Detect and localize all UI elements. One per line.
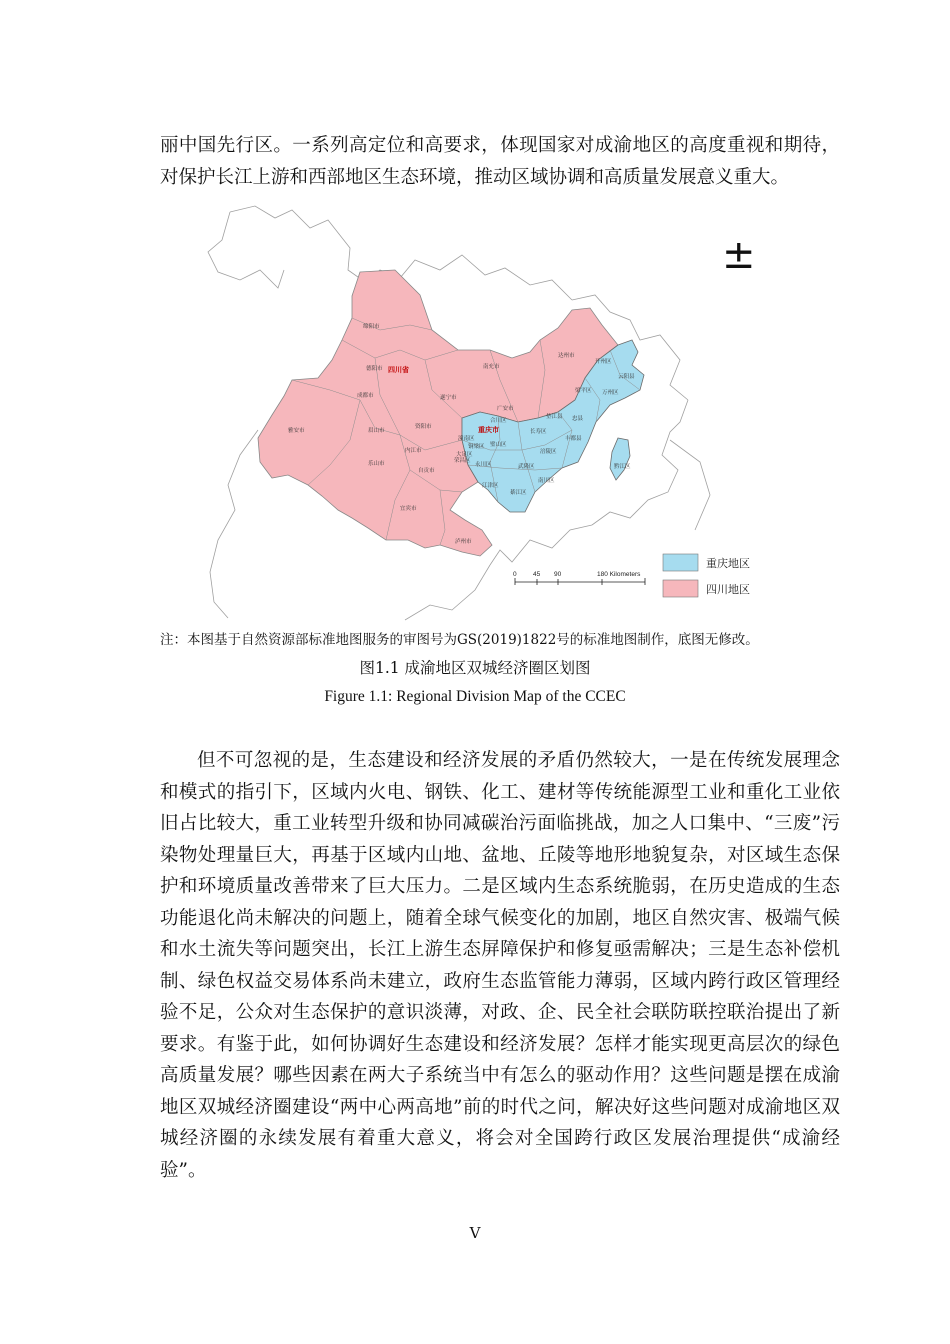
svg-text:长寿区: 长寿区 [530, 429, 547, 435]
svg-text:铜梁区: 铜梁区 [468, 444, 485, 450]
svg-text:眉山市: 眉山市 [368, 428, 385, 434]
svg-text:广安市: 广安市 [497, 406, 514, 412]
svg-text:绵阳市: 绵阳市 [363, 324, 380, 330]
figure-caption-cn: 图1.1 成渝地区双城经济圈区划图 [359, 659, 591, 677]
svg-text:四川省: 四川省 [388, 366, 409, 374]
svg-text:自贡市: 自贡市 [418, 468, 435, 474]
svg-text:内江市: 内江市 [405, 448, 422, 454]
scale-tick-0: 0 [513, 571, 517, 578]
svg-text:资阳市: 资阳市 [415, 424, 432, 430]
map-legend [663, 554, 750, 597]
chongqing-qianjiang [610, 438, 630, 480]
svg-text:开州区: 开州区 [595, 359, 612, 365]
svg-text:璧山区: 璧山区 [490, 442, 507, 448]
paragraph-body: 但不可忽视的是，生态建设和经济发展的矛盾仍然较大，一是在传统发展理念和模式的指引下，区域内火电、钢铁、化工、建材等传统能源型工业和重化工业依旧占比较大，重工业转型升级和协同减碳治污面临挑战，加之人口集中、“三废”污染物处理量巨大，再基于区域内山地、盆地、丘陵等地形地貌复杂，对区域生态保护和环境质量改善带来了巨大压力。二是区域内生态系统脆弱，在历史造成的生态功能退化尚未解决的问题上，随着全球气候变化的加剧，地区自然灾害、极端气候和水土流失等问题突出，长江上游生态屏障保护和修复亟需解决；三是生态补偿机制、绿色权益交易体系尚未建立，政府生态监管能力薄弱，区域内跨行政区管理经验不足，公众对生态保护的意识淡薄，对政、企、民全社会联防联控联治提出了新要求。有鉴于此，如何协调好生态建设和经济发展？怎样才能实现更高层次的绿色高质量发展？哪些因素在两大子系统当中有怎么的驱动作用？这些问题是摆在成渝地区双城经济圈建设“两中心两高地”前的时代之问，解决好这些问题对成渝地区双城经济圈的永续发展有着重大意义，将会对全国跨行政区发展治理提供“成渝经验”。 [160, 750, 840, 1181]
svg-text:永川区: 永川区 [475, 462, 492, 468]
svg-text:云阳县: 云阳县 [618, 374, 635, 380]
svg-text:涪陵区: 涪陵区 [540, 449, 557, 455]
svg-text:南充市: 南充市 [483, 364, 500, 370]
svg-text:德阳市: 德阳市 [366, 366, 383, 372]
svg-text:雅安市: 雅安市 [288, 428, 305, 434]
north-arrow-icon: ± [722, 232, 756, 278]
svg-text:重庆市: 重庆市 [478, 426, 499, 434]
svg-text:荣昌区: 荣昌区 [454, 458, 471, 464]
page-number: V [469, 1224, 481, 1242]
legend-swatch-sichuan [663, 580, 698, 597]
svg-text:达州市: 达州市 [558, 353, 575, 359]
svg-text:大足区: 大足区 [456, 452, 473, 458]
svg-text:万州区: 万州区 [602, 390, 619, 396]
legend-swatch-chongqing [663, 554, 698, 571]
scale-tick-45: 45 [533, 571, 541, 578]
svg-text:丰都县: 丰都县 [565, 436, 582, 442]
paragraph-top: 丽中国先行区。一系列高定位和高要求，体现国家对成渝地区的高度重视和期待，对保护长江上游和西部地区生态环境，推动区域协调和高质量发展意义重大。 [160, 135, 840, 188]
svg-text:垫江县: 垫江县 [546, 414, 563, 420]
legend-label-sichuan: 四川地区 [706, 583, 750, 596]
svg-text:潼南区: 潼南区 [458, 436, 475, 442]
region-map [200, 200, 765, 622]
map-note: 注：本图基于自然资源部标准地图服务的审图号为GS(2019)1822号的标准地图制作，底图无修改。 [160, 632, 759, 648]
svg-text:綦江区: 綦江区 [510, 490, 527, 496]
svg-text:梁平区: 梁平区 [575, 388, 592, 394]
svg-text:宜宾市: 宜宾市 [400, 506, 417, 512]
svg-text:黔江区: 黔江区 [614, 464, 631, 470]
svg-text:合川区: 合川区 [490, 418, 507, 424]
svg-text:泸州市: 泸州市 [455, 539, 472, 545]
scale-bar [513, 571, 645, 585]
svg-text:乐山市: 乐山市 [368, 461, 385, 467]
svg-text:武隆区: 武隆区 [518, 464, 535, 470]
svg-text:忠县: 忠县 [572, 416, 584, 422]
svg-text:南川区: 南川区 [538, 478, 555, 484]
svg-text:成都市: 成都市 [357, 393, 374, 399]
svg-text:江津区: 江津区 [482, 483, 499, 489]
legend-label-chongqing: 重庆地区 [706, 557, 750, 570]
svg-text:遂宁市: 遂宁市 [440, 395, 457, 401]
scale-tick-90: 90 [554, 571, 562, 578]
figure-caption-en: Figure 1.1: Regional Division Map of the CCEC [324, 688, 626, 705]
scale-tick-180: 180 Kilometers [597, 571, 641, 578]
